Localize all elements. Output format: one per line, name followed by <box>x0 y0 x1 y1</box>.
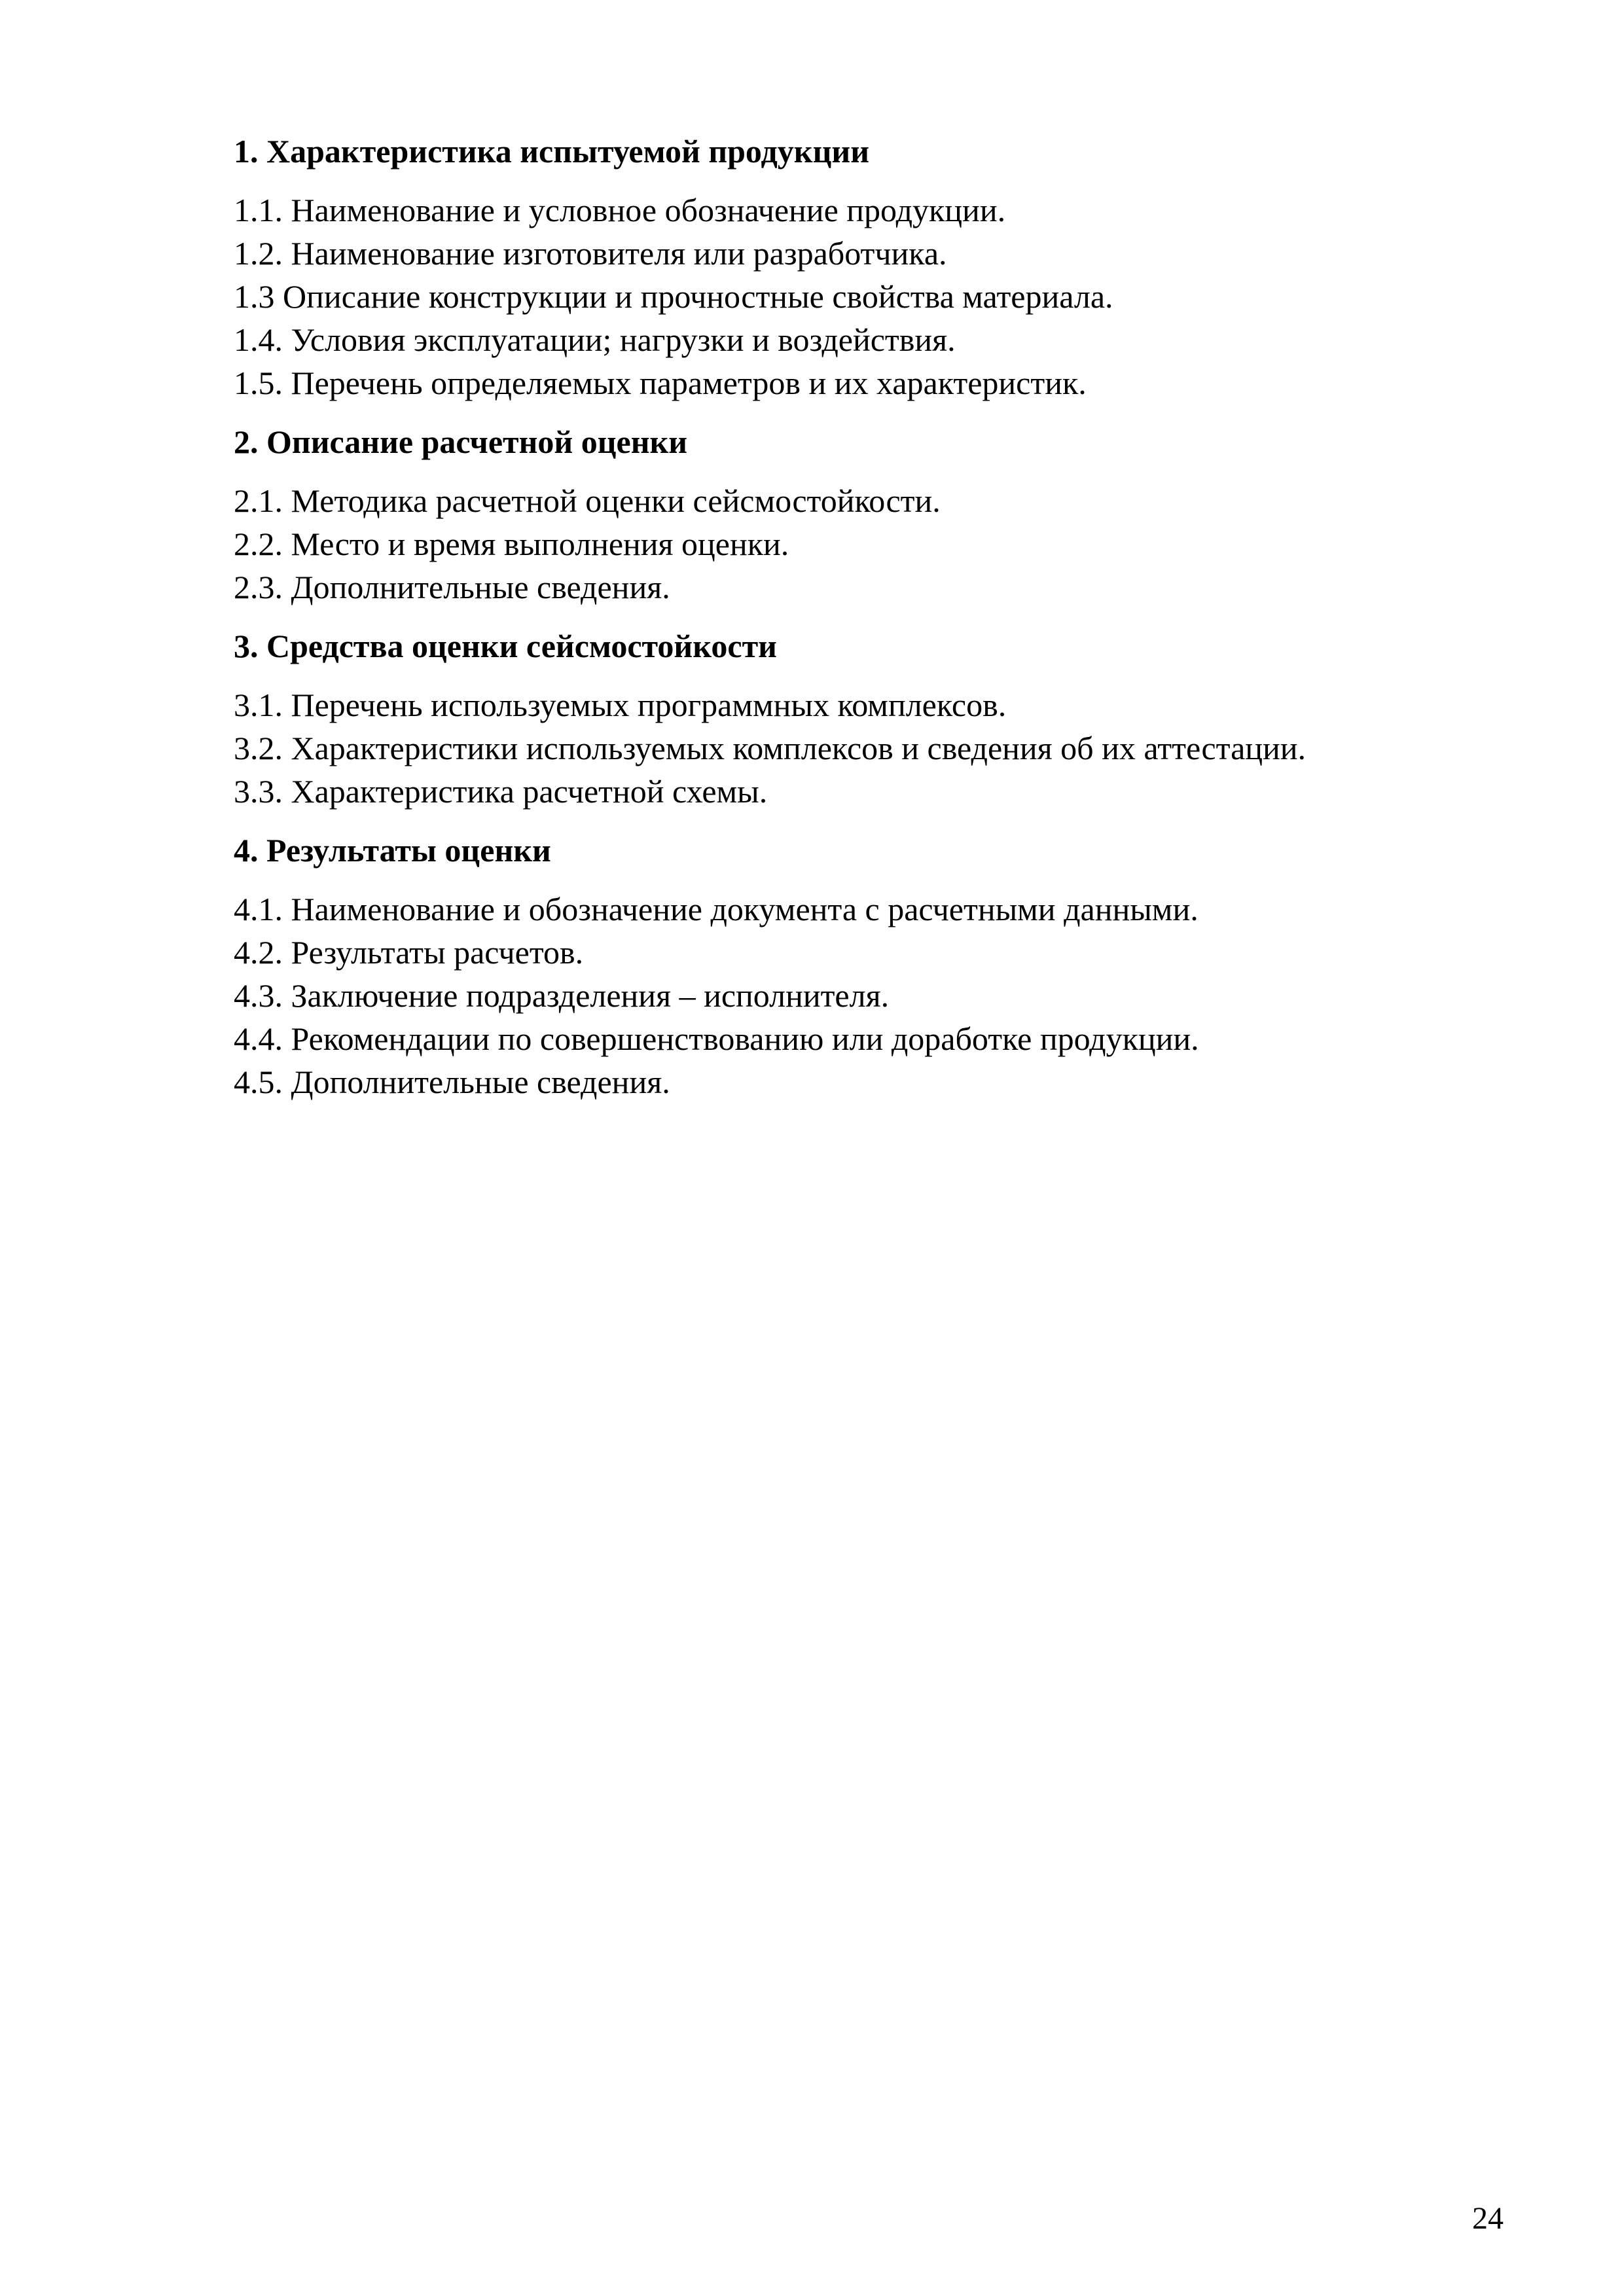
section-heading: 2. Описание расчетной оценки <box>234 423 688 460</box>
list-item: 4.1. Наименование и обозначение документа с расчетными данными. <box>234 891 1199 927</box>
list-item: 1.2. Наименование изготовителя или разработчика. <box>234 235 947 272</box>
list-item: 4.3. Заключение подразделения – исполнителя. <box>234 977 890 1014</box>
section-heading: 4. Результаты оценки <box>234 832 551 869</box>
list-item: 1.3 Описание конструкции и прочностные свойства материала. <box>234 278 1113 315</box>
list-item: 2.2. Место и время выполнения оценки. <box>234 526 789 562</box>
document-content <box>234 130 1530 1119</box>
list-item: 1.5. Перечень определяемых параметров и их характеристик. <box>234 365 1087 401</box>
list-item: 3.1. Перечень используемых программных комплексов. <box>234 687 1007 723</box>
section-items <box>234 479 1530 609</box>
section-3 <box>234 624 1530 813</box>
section-items <box>234 683 1530 813</box>
list-item: 4.2. Результаты расчетов. <box>234 934 584 971</box>
list-item: 1.1. Наименование и условное обозначение продукции. <box>234 192 1006 228</box>
list-item: 4.5. Дополнительные сведения. <box>234 1064 670 1100</box>
list-item: 1.4. Условия эксплуатации; нагрузки и воздействия. <box>234 321 956 358</box>
section-heading: 3. Средства оценки сейсмостойкости <box>234 628 777 664</box>
list-item: 4.4. Рекомендации по совершенствованию или доработке продукции. <box>234 1020 1199 1057</box>
list-item: 2.3. Дополнительные сведения. <box>234 569 670 605</box>
list-item: 3.3. Характеристика расчетной схемы. <box>234 773 768 810</box>
section-items <box>234 188 1530 404</box>
list-item: 3.2. Характеристики используемых комплексов и сведения об их аттестации. <box>234 730 1307 766</box>
list-item: 2.1. Методика расчетной оценки сейсмостойкости. <box>234 482 941 519</box>
section-1 <box>234 130 1530 404</box>
section-heading: 1. Характеристика испытуемой продукции <box>234 133 870 170</box>
section-4 <box>234 829 1530 1103</box>
page-number: 24 <box>1472 2201 1504 2236</box>
section-2 <box>234 420 1530 609</box>
section-items <box>234 888 1530 1103</box>
